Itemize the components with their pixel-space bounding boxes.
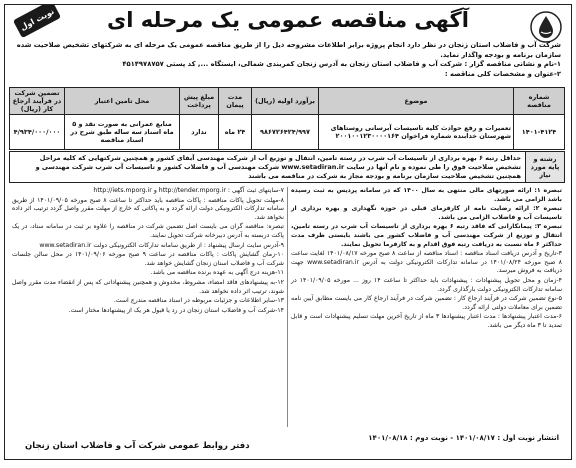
public-relations-office: دفتر روابط عمومی شرکت آب و فاضلاب استان زنجان xyxy=(25,441,250,451)
qualification-label: رشته و پایه مورد نیاز xyxy=(525,152,564,182)
condition-item: تبصره ۳: پیمانکارانی که فاقد رتبه ۶ بهره برداری از تاسیسات آب شرب در رسته تامین، انتقال و توزیع از شرکت مهندسی آب و فاضلاب کشور می باشند بایستی ظرف مدت حداکثر ۶ ماه نسبت به دریافت رتبه فوق اقدام و به کارفرما تحویل نمایند. xyxy=(291,223,563,248)
condition-item: ۱۴-شرکت آب و فاضلاب استان زنجان در رد یا قبول هر یک از پیشنهادها مختار است. xyxy=(68,306,284,314)
header-funding: محل تامین اعتبار xyxy=(65,88,180,115)
condition-item: ۳-تاریخ و آدرس دریافت اسناد مناقصه : اسناد مناقصه از ساعت ۸ صبح مورخه ۱۴۰۱/۰۸/۱۷ لغایت ساعت ۸ صبح مورخه ۱۴۰۱/۰۸/۲۴ در سامانه تدارکات الکترونیکی دولت به آدرس www.setadiran.ir جهت دریافت به فروش میرسد. xyxy=(291,250,562,275)
condition-item: ۱۰-زمان گشایش پاکات : پاکات مناقصه در ساعت ۹ صبح مورخه ۱۴۰۱/۰۹/۰۶ در محل سالن جلسات شرکت آب و فاضلاب استان زنجان گشایش خواهد شد. xyxy=(12,251,284,267)
condition-item: ۵-نوع تضمین شرکت در فرآیند ارجاع کار : تضمین شرکت در فرآیند ارجاع کار می بایست مطابق آیین نامه تضمین برای معاملات دولتی ارائه گردد. xyxy=(291,295,562,311)
qualification-text: حداقل رتبه ۶ بهره برداری از تاسیسات آب شرب در رسته تامین، انتقال و توزیع آب از شرکت مهندسی آبفای کشور و همچنین شرکتهایی که کلیه مراحل تشخیص صلاحیت فوق را طی نموده و نام آنها در سایت www.setadiran.ir شرکت مهندسی آب و فاضلاب کشور و تاسیسات آب شرب شرکت مهندسی و همچنین تشخیص صلاحیت سازمان برنامه و بودجه مجاز به شرکت در مناقصه می باشند xyxy=(35,154,521,180)
condition-item: تبصره ۱: ارائه صورتهای مالی منتهی به سال ۱۴۰۰ که در سامانه پردیس به ثبت رسیده باشد الزامی می باشد. xyxy=(291,187,562,203)
intro-line: ۲-عنوان و مشخصات کلی مناقصه : xyxy=(444,69,561,78)
header-subject: موضوع xyxy=(319,88,514,115)
cell-subject: تعمیرات و رفع حوادث کلیه تاسیسات آبرسانی روستاهای شهرستان خدابنده شماره فراخوان ۲۰۰۱۰۰۱۲۳۰۰۰۰۱۶۴ xyxy=(319,115,514,150)
header-duration: مدت پیمان xyxy=(219,88,252,115)
intro-line: ۱-نام و نشانی مناقصه گزار : شرکت آب و فاضلاب استان زنجان به آدرس زنجان کمربندی شمالی، ایستگاه ..., کد پستی ۴۵۱۴۹۷۸۷۵۷ xyxy=(122,60,561,68)
condition-item: ۹-آدرس سایت ارسال پیشنهاد : از طریق سامانه تدارکات الکترونیکی دولت www.setadiran.ir xyxy=(39,241,284,249)
header-estimate: برآورد اولیه (ریال) xyxy=(252,88,319,115)
condition-item: ۶-مدت اعتبار پیشنهادها : مدت اعتبار پیشنهادها ۳ ماه از تاریخ آخرین مهلت تسلیم پیشنهادات است و قابل تمدید تا ۳ ماه دیگر می باشد. xyxy=(291,313,562,329)
tender-table xyxy=(9,87,565,150)
tender-notice xyxy=(4,4,572,460)
header-prepayment: مبلغ پیش پرداخت xyxy=(180,88,219,115)
conditions-left-column xyxy=(9,187,287,427)
conditions-right-column xyxy=(287,187,565,427)
condition-item: تبصره ۲: ارائه رضایت نامه از کارفرمای قبلی در حوزه نگهداری و بهره برداری از تاسیسات آب و فاضلاب الزامی می باشد. xyxy=(291,205,562,221)
intro-line: شرکت آب و فاضلاب استان زنجان در نظر دارد انجام پروژه برابر اطلاعات مشروحه ذیل را از طریق مناقصه عمومی یک مرحله ای به شرکتهای تشخیص صلاحیت شده سازمان برنامه و بودجه واگذار نماید. xyxy=(16,41,561,59)
cell-prepayment: ندارد xyxy=(180,115,219,150)
condition-item: تبصره: مناقصه گران می بایست اصل تضمین شرکت در مناقصه را علاوه بر ثبت در سامانه ستاد، در یک پاکت دربسته به آدرس دبیرخانه شرکت تحویل نمایند. xyxy=(12,223,284,239)
cell-estimate: ۹۸۶۷۲۶۴۲۴/۹۹۷ xyxy=(252,115,319,150)
table-header-row xyxy=(10,88,565,115)
condition-item: ۷-سایتهای ثبت آگهی : http://tender.mporg.ir و http://iets.mporg.ir xyxy=(93,187,284,194)
cell-number: ۱۴۰۱-۴۱۲۴ xyxy=(514,115,565,150)
first-round-badge: نوبت اول xyxy=(13,4,61,38)
condition-item: ۱۳-سایر اطلاعات و جزئیات مربوطه در اسناد مناقصه مندرج است. xyxy=(113,297,284,305)
table-row xyxy=(10,115,565,150)
header-number: شماره مناقصه xyxy=(514,88,565,115)
cell-funding: منابع عمرانی به صورت نقد و ۵ ماه اسناد سه ساله طبق شرح در اسناد مناقصه xyxy=(65,115,180,150)
qualification-row xyxy=(9,151,565,183)
intro-section xyxy=(15,41,561,79)
condition-item: ۱۱-هزینه درج آگهی به عهده برنده مناقصه می باشد. xyxy=(150,269,284,277)
conditions-section xyxy=(9,187,565,427)
notice-title: آگهی مناقصه عمومی یک مرحله ای xyxy=(107,8,469,32)
condition-item: ۸-مهلت تحویل پاکات مناقصه : پاکات مناقصه باید حداکثر تا ساعت ۸ صبح مورخه ۱۴۰۱/۰۹/۰۵ از طریق سامانه تدارکات الکترونیکی دولت ارائه گردد و به پاکاتی که خارج از مهلت مقرر واصل گردد ترتیب اثر داده نخواهد شد. xyxy=(12,196,284,221)
condition-item: ۴-زمان و محل تحویل پیشنهادات : پیشنهادات باید حداکثر تا ساعت ۱۴ روز ... مورخه ۱۴۰۱/۰۹/۰۵ در سامانه تدارکات الکترونیکی دولت بارگذاری گردد. xyxy=(291,276,562,293)
condition-item: ۱۲-به پیشنهادهای فاقد امضاء، مشروط، مخدوش و همچنین پیشنهاداتی که پس از انقضاء مدت مقرر واصل شوند، ترتیب اثر داده نخواهد شد. xyxy=(12,278,284,295)
publish-dates: انتشار نوبت اول : ۱۴۰۱/۰۸/۱۷ - نوبت دوم : ۱۴۰۱/۰۸/۱۸ xyxy=(368,434,559,442)
cell-duration: ۲۴ ماه xyxy=(219,115,252,150)
cell-guarantee: ۴/۹۳۴/۰۰۰/۰۰۰ xyxy=(10,115,65,150)
header-guarantee: تضمین شرکت در فرآیند ارجاع کار (ریال) xyxy=(10,88,65,115)
